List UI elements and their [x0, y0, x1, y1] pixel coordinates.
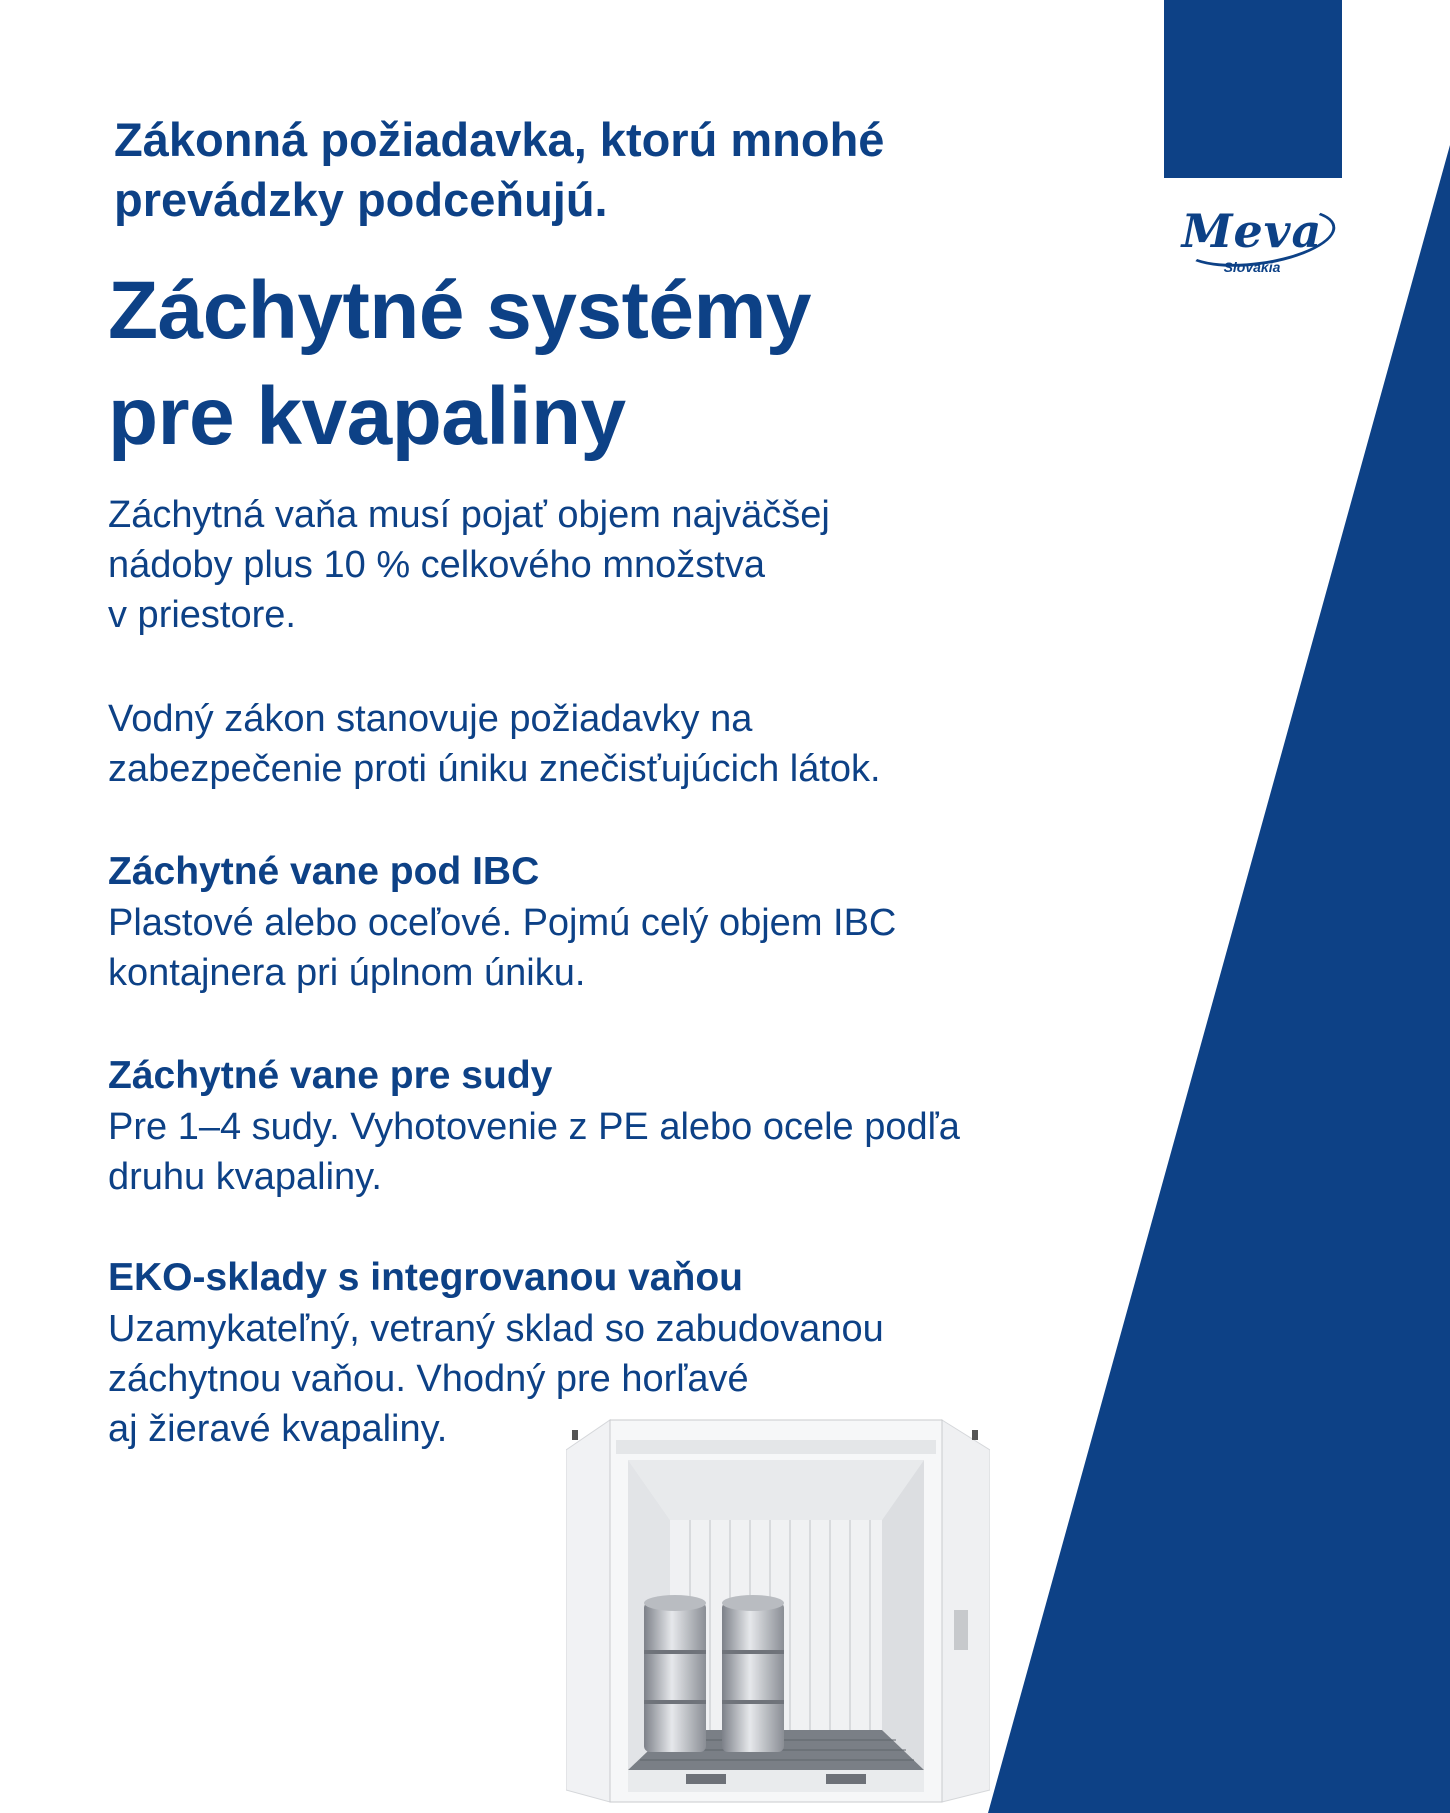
- text-line: Uzamykateľný, vetraný sklad so zabudovanou: [108, 1308, 884, 1350]
- text-line: Záchytná vaňa musí pojať objem najväčšej: [108, 494, 830, 536]
- kicker-line: prevádzky podceňujú.: [114, 173, 608, 226]
- section-body-ibc: [108, 898, 1208, 998]
- intro-paragraph-2: [108, 694, 1208, 794]
- section-heading-eko: EKO-sklady s integrovanou vaňou: [108, 1256, 743, 1299]
- text-line: nádoby plus 10 % celkového množstva: [108, 544, 765, 586]
- section-heading-drums: Záchytné vane pre sudy: [108, 1054, 553, 1097]
- logo-wordmark: Meva: [1181, 204, 1323, 258]
- title-line: pre kvapaliny: [108, 371, 626, 462]
- title-line: Záchytné systémy: [108, 265, 812, 356]
- text-line: aj žieravé kvapaliny.: [108, 1408, 448, 1450]
- kicker-line: Zákonná požiadavka, ktorú mnohé: [114, 113, 885, 166]
- text-line: Pre 1–4 sudy. Vyhotovenie z PE alebo ocele podľa: [108, 1106, 960, 1148]
- text-line: kontajnera pri úplnom úniku.: [108, 952, 586, 994]
- kicker: [114, 110, 1094, 230]
- logo-subtitle: Slovakia: [1223, 259, 1281, 275]
- text-line: v priestore.: [108, 594, 296, 636]
- brand-logo: [1162, 205, 1342, 275]
- text-line: Vodný zákon stanovuje požiadavky na: [108, 698, 753, 740]
- text-line: zabezpečenie proti úniku znečisťujúcich látok.: [108, 748, 881, 790]
- corner-square: [1164, 0, 1342, 178]
- storage-container-icon: [566, 1410, 990, 1808]
- text-line: druhu kvapaliny.: [108, 1156, 382, 1198]
- text-line: záchytnou vaňou. Vhodný pre horľavé: [108, 1358, 749, 1400]
- intro-paragraph-1: [108, 490, 1208, 640]
- text-line: Plastové alebo oceľové. Pojmú celý objem IBC: [108, 902, 897, 944]
- section-body-drums: [108, 1102, 1208, 1202]
- page-title: [108, 258, 1108, 470]
- section-heading-ibc: Záchytné vane pod IBC: [108, 850, 540, 893]
